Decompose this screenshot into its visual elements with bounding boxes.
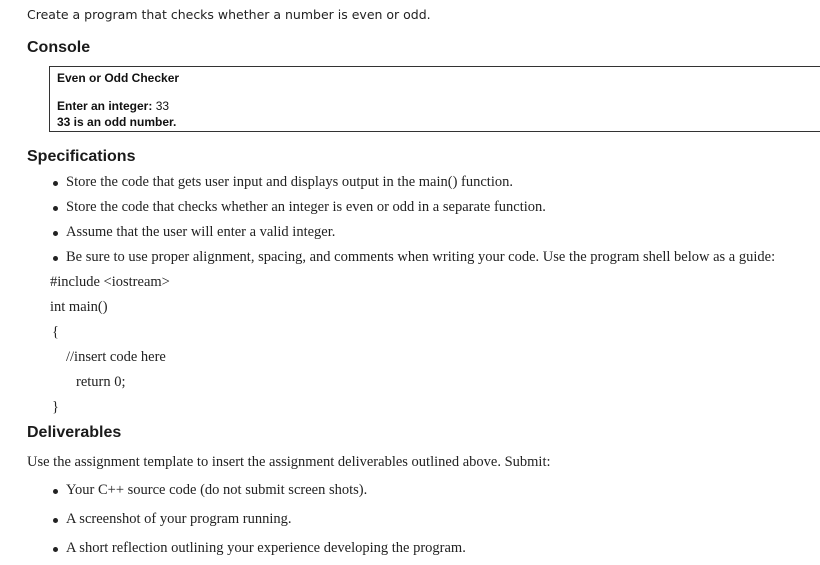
console-result: 33 is an odd number. [57,115,177,129]
deliverable-item: A short reflection outlining your experience developing the program. [66,540,466,556]
bullet-dot [53,206,58,211]
code-return: return 0; [76,374,126,390]
specifications-heading: Specifications [27,148,136,165]
bullet-dot [53,256,58,261]
intro-text: Create a program that checks whether a number is even or odd. [27,7,431,22]
bullet-dot [53,518,58,523]
console-heading: Console [27,39,91,56]
code-close-brace: } [52,399,59,415]
code-open-brace: { [52,324,59,340]
deliverable-item: Your C++ source code (do not submit screen shots). [66,482,368,498]
bullet-dot [53,547,58,552]
bullet-dot [53,181,58,186]
console-prompt-label: Enter an integer: [57,99,153,113]
code-main: int main() [50,299,108,315]
deliverables-intro: Use the assignment template to insert the assignment deliverables outlined above. Submit: [27,454,551,470]
spec-item: Store the code that gets user input and displays output in the main() function. [66,174,513,190]
code-include: #include <iostream> [50,274,170,290]
spec-item: Store the code that checks whether an integer is even or odd in a separate function. [66,199,546,215]
bullet-dot [53,231,58,236]
console-output-box [49,66,820,132]
console-prompt-value: 33 [155,99,170,113]
console-title: Even or Odd Checker [57,71,180,85]
spec-item: Assume that the user will enter a valid integer. [66,224,336,240]
console-prompt-line [57,99,169,113]
deliverable-item: A screenshot of your program running. [66,511,292,527]
bullet-dot [53,489,58,494]
spec-item: Be sure to use proper alignment, spacing, and comments when writing your code. Use the program shell below as a guide: [66,249,776,265]
deliverables-heading: Deliverables [27,424,122,441]
code-comment: //insert code here [66,349,166,365]
